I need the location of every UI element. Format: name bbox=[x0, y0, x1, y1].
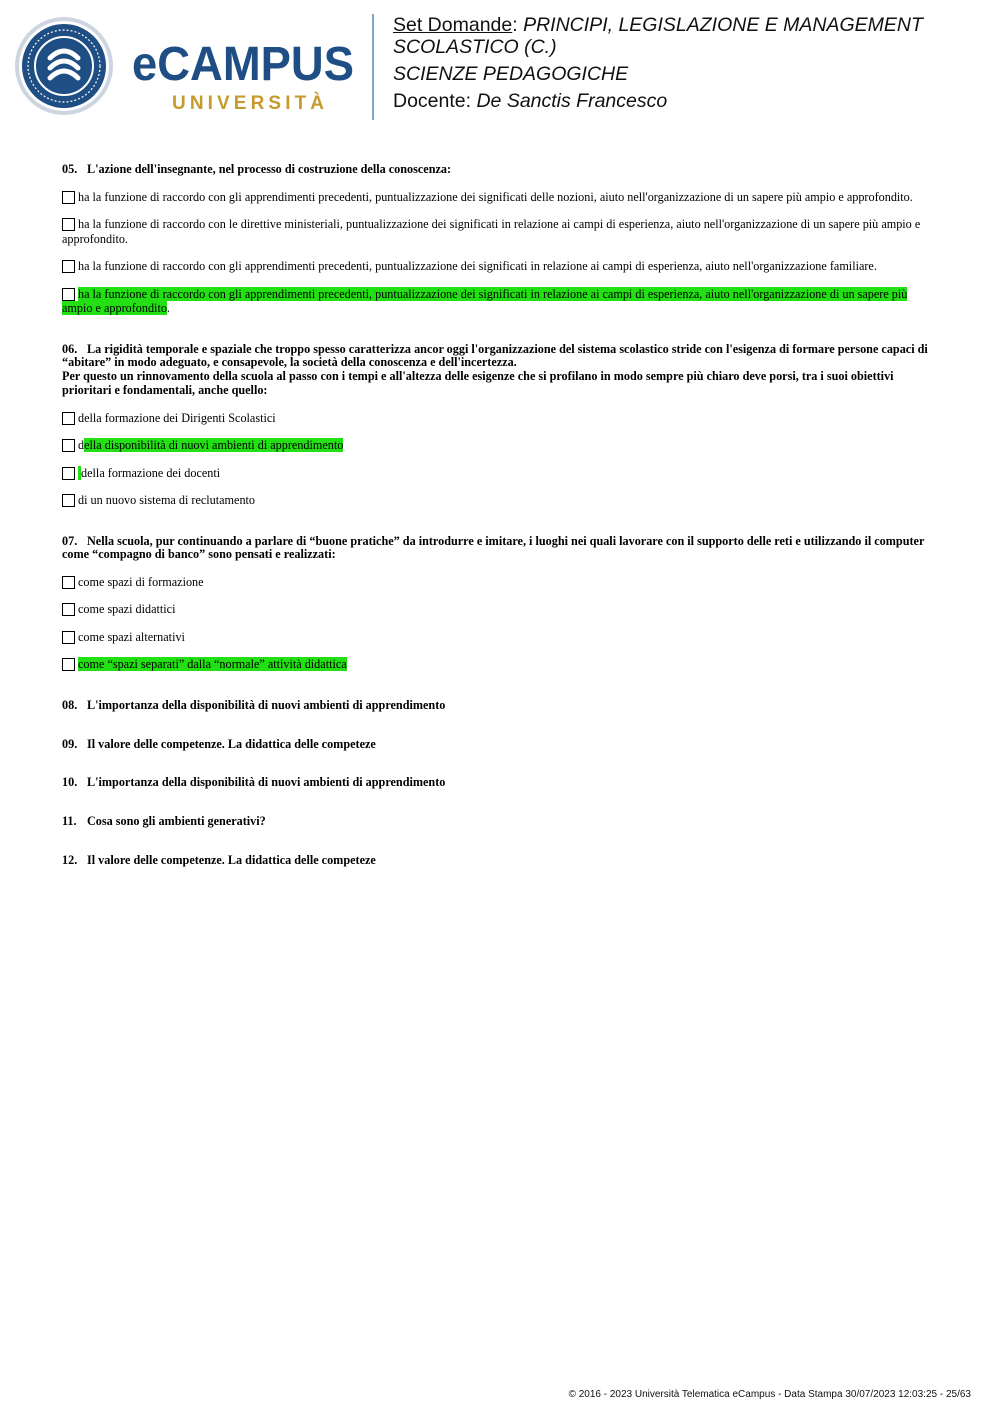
question-text bbox=[62, 343, 938, 370]
degree-title: SCIENZE PEDAGOGICHE bbox=[393, 63, 629, 85]
question-text bbox=[62, 370, 938, 397]
answer-checkbox[interactable] bbox=[62, 603, 75, 616]
question-text bbox=[62, 815, 938, 829]
question-number: 05. bbox=[62, 162, 78, 176]
answer-text: d bbox=[78, 438, 85, 453]
question-text-line: La rigidità temporale e spaziale che troppo spesso caratterizza ancor oggi l'organizzazione del sistema scolastico stride con l'esigenza di formare persone capaci di “abitare” in modo adeguato, e consapevole, la società della conoscenza e dell'incertezza. bbox=[62, 341, 928, 370]
question-11 bbox=[62, 815, 938, 829]
question-05 bbox=[62, 163, 938, 316]
answer-text: come spazi didattici bbox=[78, 602, 176, 617]
question-text-line: Per questo un rinnovamento della scuola al passo con i tempi e all'altezza delle esigenze che si profilano in modo sempre più chiaro deve porsi, tra i suoi obiettivi prioritari e fondamentali, anche quello: bbox=[62, 369, 894, 397]
question-text bbox=[62, 163, 938, 177]
answer-text: ha la funzione di raccordo con gli apprendimenti precedenti, puntualizzazione dei significati in relazione ai campi di esperienza, aiuto nell'organizzazione familiare. bbox=[78, 259, 877, 274]
answer-option[interactable] bbox=[62, 493, 938, 508]
question-10 bbox=[62, 776, 938, 790]
question-text-line: Cosa sono gli ambienti generativi? bbox=[87, 814, 266, 829]
question-title bbox=[62, 815, 938, 829]
answer-checkbox[interactable] bbox=[62, 576, 75, 589]
answer-highlighted-text: come “spazi separati” dalla “normale” attività didattica bbox=[78, 657, 347, 672]
answer-checkbox[interactable] bbox=[62, 412, 75, 425]
answer-option[interactable] bbox=[62, 466, 938, 481]
question-number: 11. bbox=[62, 814, 77, 829]
answer-checkbox[interactable] bbox=[62, 467, 75, 480]
ecampus-seal-logo bbox=[14, 16, 114, 116]
question-number: 09. bbox=[62, 736, 78, 751]
answer-text: come spazi di formazione bbox=[78, 574, 204, 589]
answer-highlighted-text: ella disponibilità di nuovi ambienti di apprendimento bbox=[84, 438, 344, 453]
question-title bbox=[62, 163, 938, 177]
question-text bbox=[62, 699, 938, 713]
answer-option[interactable] bbox=[62, 630, 938, 645]
question-title bbox=[62, 343, 938, 398]
answer-text: della formazione dei Dirigenti Scolastici bbox=[78, 410, 276, 425]
answer-checkbox[interactable] bbox=[62, 260, 75, 273]
question-text-line: Il valore delle competenze. La didattica delle competeze bbox=[87, 852, 376, 867]
question-text-line: L'importanza della disponibilità di nuovi ambienti di apprendimento bbox=[87, 775, 446, 790]
answer-highlighted-text: ha la funzione di raccordo con gli apprendimenti precedenti, puntualizzazione dei significati in relazione ai campi di esperienza, aiuto nell'organizzazione di un sapere più ampio e approfondito bbox=[62, 286, 908, 316]
answer-text: della formazione dei docenti bbox=[81, 465, 221, 480]
answer-text: come spazi alternativi bbox=[78, 629, 185, 644]
answer-checkbox[interactable] bbox=[62, 288, 75, 301]
question-06 bbox=[62, 343, 938, 508]
question-title bbox=[62, 854, 938, 868]
logo-text-top: eCAMPUS bbox=[132, 38, 354, 91]
logo-text-bottom: UNIVERSITÀ bbox=[172, 93, 324, 114]
question-text bbox=[62, 738, 938, 752]
question-text-line: L'azione dell'insegnante, nel processo di costruzione della conoscenza: bbox=[87, 162, 452, 176]
answer-text: ha la funzione di raccordo con le direttive ministeriali, puntualizzazione dei significati in relazione ai campi di esperienza, aiuto nell'organizzazione di un sapere più ampio e approfondito. bbox=[62, 217, 921, 246]
question-number: 12. bbox=[62, 852, 78, 867]
answer-checkbox[interactable] bbox=[62, 658, 75, 671]
answer-checkbox[interactable] bbox=[62, 494, 75, 507]
set-label: Set Domande bbox=[393, 14, 513, 36]
question-number: 07. bbox=[62, 533, 78, 548]
degree-row bbox=[393, 63, 983, 85]
question-text bbox=[62, 776, 938, 790]
question-number: 06. bbox=[62, 341, 78, 356]
question-text bbox=[62, 854, 938, 868]
answer-text: . bbox=[166, 301, 170, 316]
course-row bbox=[393, 14, 983, 58]
footer-copyright: © 2016 - 2023 Università Telematica eCampus - Data Stampa 30/07/2023 12:03:25 - 25/63 bbox=[568, 1389, 971, 1400]
question-text-line: Il valore delle competenze. La didattica delle competeze bbox=[87, 736, 376, 751]
question-number: 08. bbox=[62, 697, 78, 712]
set-separator: : bbox=[512, 14, 524, 36]
question-text bbox=[62, 535, 938, 562]
answer-text: di un nuovo sistema di reclutamento bbox=[78, 493, 256, 508]
answer-option[interactable] bbox=[62, 657, 938, 672]
answer-checkbox[interactable] bbox=[62, 439, 75, 452]
question-text-line: Nella scuola, pur continuando a parlare di “buone pratiche” da introdurre e imitare, i luoghi nei quali lavorare con il supporto delle reti e utilizzando il computer come “compagno di banco” sono pensati e realizzati: bbox=[62, 533, 925, 562]
ecampus-wordmark-logo bbox=[132, 38, 356, 114]
question-07 bbox=[62, 535, 938, 672]
answer-text: ha la funzione di raccordo con gli apprendimenti precedenti, puntualizzazione dei significati delle nozioni, aiuto nell'organizzazione di un sapere più ampio e approfondito. bbox=[78, 189, 913, 204]
question-09 bbox=[62, 738, 938, 752]
question-08 bbox=[62, 699, 938, 713]
question-title bbox=[62, 535, 938, 562]
teacher-row bbox=[393, 90, 983, 112]
answer-option[interactable] bbox=[62, 217, 938, 246]
question-text-line: L'importanza della disponibilità di nuovi ambienti di apprendimento bbox=[87, 697, 446, 712]
course-title: PRINCIPI, LEGISLAZIONE E MANAGEMENT SCOLASTICO (C.) bbox=[393, 14, 923, 58]
question-title bbox=[62, 776, 938, 790]
question-list bbox=[62, 163, 938, 892]
answer-option[interactable] bbox=[62, 259, 938, 274]
answer-option[interactable] bbox=[62, 438, 938, 453]
answer-checkbox[interactable] bbox=[62, 631, 75, 644]
header-divider bbox=[372, 14, 374, 120]
question-number: 10. bbox=[62, 775, 78, 790]
header-info bbox=[393, 14, 983, 117]
teacher-label: Docente: bbox=[393, 90, 477, 112]
question-title bbox=[62, 699, 938, 713]
teacher-name: De Sanctis Francesco bbox=[476, 90, 668, 112]
answer-option[interactable] bbox=[62, 602, 938, 617]
answer-option[interactable] bbox=[62, 411, 938, 426]
answer-option[interactable] bbox=[62, 287, 938, 316]
answer-option[interactable] bbox=[62, 575, 938, 590]
answer-checkbox[interactable] bbox=[62, 218, 75, 231]
question-title bbox=[62, 738, 938, 752]
question-12 bbox=[62, 854, 938, 868]
answer-option[interactable] bbox=[62, 190, 938, 205]
answer-checkbox[interactable] bbox=[62, 191, 75, 204]
